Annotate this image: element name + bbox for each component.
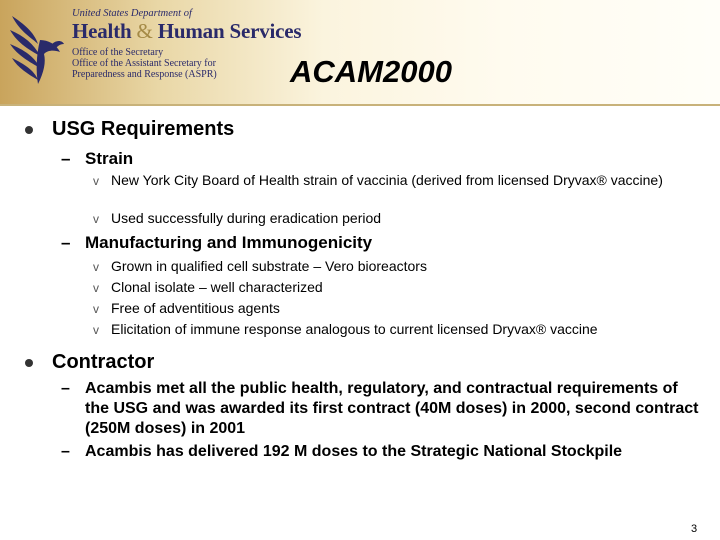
dash-icon: –: [61, 380, 70, 397]
slide-title: ACAM2000: [290, 54, 452, 89]
dash-icon: –: [61, 233, 71, 252]
manufacturing-heading: Manufacturing and Immunogenicity: [85, 233, 373, 252]
list-item: [93, 321, 693, 338]
list-item: [61, 442, 701, 462]
header-divider: [0, 104, 720, 106]
contractor-heading: Contractor: [52, 351, 155, 373]
checkmark-icon: v: [93, 212, 99, 226]
list-item: [93, 210, 693, 227]
dash-icon: –: [61, 149, 71, 168]
dash-icon: –: [61, 443, 70, 460]
manufacturing-item-text: Elicitation of immune response analogous to current licensed Dryvax® vaccine: [111, 321, 598, 337]
logo-line-aspr: Preparedness and Response (ASPR): [72, 69, 217, 80]
checkmark-icon: v: [93, 302, 99, 316]
page-number: 3: [691, 523, 698, 535]
eagle-icon: [6, 10, 64, 96]
logo-office-lines: [72, 47, 217, 80]
bullet-dot-icon: [25, 359, 33, 367]
logo-line-secretary: Office of the Secretary: [72, 47, 164, 58]
logo-word-health: Health: [72, 19, 132, 43]
strain-heading: Strain: [85, 149, 134, 168]
manufacturing-item-text: Clonal isolate – well characterized: [111, 279, 323, 295]
logo-line-department: United States Department of: [72, 8, 192, 19]
contractor-item-text: Acambis has delivered 192 M doses to the Strategic National Stockpile: [85, 443, 623, 460]
list-item: [93, 300, 693, 317]
slide-header: [0, 0, 720, 106]
checkmark-icon: v: [93, 281, 99, 295]
usg-heading: USG Requirements: [52, 118, 235, 140]
logo-line-assistant: Office of the Assistant Secretary for: [72, 58, 216, 69]
list-item: [93, 279, 693, 296]
checkmark-icon: v: [93, 260, 99, 274]
manufacturing-item-text: Grown in qualified cell substrate – Vero bioreactors: [111, 258, 427, 274]
logo-ampersand: &: [136, 19, 153, 43]
hhs-logo: [6, 6, 302, 98]
checkmark-icon: v: [93, 323, 99, 337]
checkmark-icon: v: [93, 174, 99, 188]
list-item: [61, 379, 701, 439]
list-item: [93, 172, 693, 189]
manufacturing-item-text: Free of adventitious agents: [111, 300, 280, 316]
contractor-item-text: Acambis met all the public health, regulatory, and contractual requirements of the USG and was awarded its first contract (40M doses) in 2000, second contract (250M doses) in 2001: [85, 380, 699, 437]
list-item: [93, 258, 693, 275]
strain-item-text: New York City Board of Health strain of vaccinia (derived from licensed Dryvax® vaccine): [111, 172, 663, 188]
logo-line-hhs: [72, 19, 301, 44]
strain-item-text: Used successfully during eradication period: [111, 210, 382, 226]
bullet-dot-icon: [25, 126, 33, 134]
logo-word-human-services: Human Services: [157, 19, 302, 43]
